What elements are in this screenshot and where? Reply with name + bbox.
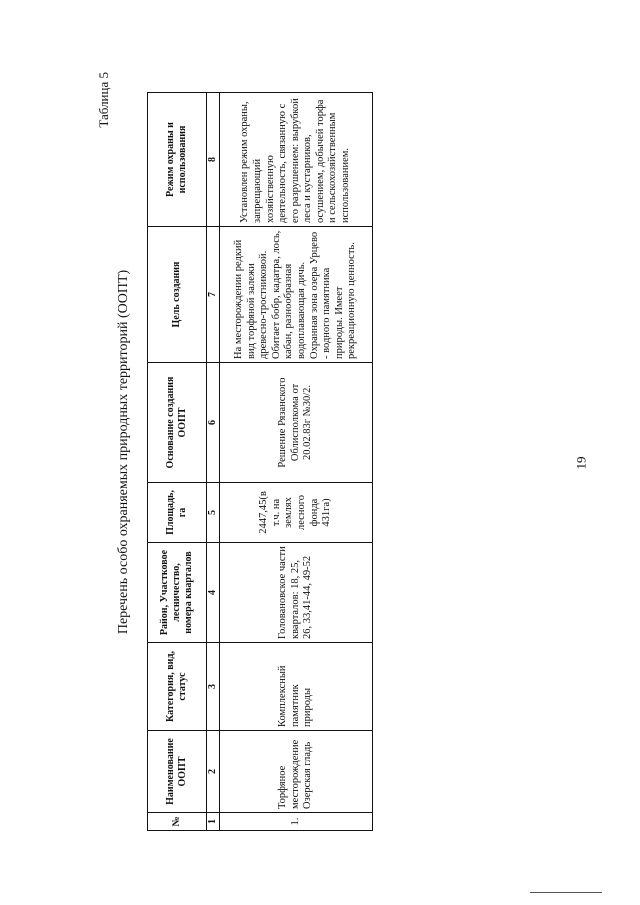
header-row xyxy=(148,93,207,831)
table-label: Таблица 5 xyxy=(96,72,111,128)
column-number: 7 xyxy=(207,227,220,363)
territory-area: 2447,45(в т.ч. на землях лесного фонда 431га) xyxy=(220,483,373,543)
column-header: Район, Участковое лесничество, номера кварталов xyxy=(148,543,207,643)
column-number: 4 xyxy=(207,543,220,643)
column-number: 8 xyxy=(207,93,220,227)
territory-location: Головановское части кварталов: 18, 25, 26, 33,41-44, 49-52 xyxy=(220,543,373,643)
territory-name: Торфяное месторождение Озерская гладь xyxy=(220,731,373,813)
column-header: № xyxy=(148,813,207,831)
document-title: Перечень особо охраняемых природных территорий (ООПТ) xyxy=(116,269,131,635)
creation-purpose: На месторождении редкий вид торфяной залежи древесно-тростниковой. Обитает бобр, кадатра, лось, кабан, разнообразная водоплавающая дичь. Охранная зона озера Урцево - водного памятника природы. Имеет рекреационную ценность. xyxy=(220,227,373,363)
creation-basis: Решение Рязанского Облисполкома от 20.02.83г №30/2. xyxy=(220,363,373,483)
row-number: 1. xyxy=(220,813,373,831)
column-header: Режим охраны и использования xyxy=(148,93,207,227)
page-number: 19 xyxy=(573,456,589,470)
protection-regime: Установлен режим охраны, запрещающий хозяйственную деятельность, связанную с его разрушением: вырубкой леса и кустарников, осушением, добычей торфа и сельскохозяйственным использованием. xyxy=(220,93,373,227)
column-number: 5 xyxy=(207,483,220,543)
column-number: 3 xyxy=(207,643,220,731)
column-header: Площадь, га xyxy=(148,483,207,543)
footer-rule xyxy=(530,892,602,893)
oopt-table xyxy=(147,92,373,831)
column-number: 2 xyxy=(207,731,220,813)
column-number-row xyxy=(207,93,220,831)
column-header: Основание создания ООПТ xyxy=(148,363,207,483)
column-number: 6 xyxy=(207,363,220,483)
rotated-page xyxy=(90,22,550,882)
column-header: Категория, вид, статус xyxy=(148,643,207,731)
column-header: Наименование ООПТ xyxy=(148,731,207,813)
column-number: 1 xyxy=(207,813,220,831)
territory-category: Комплексный памятник природы xyxy=(220,643,373,731)
table-row xyxy=(220,93,373,831)
column-header: Цель создания xyxy=(148,227,207,363)
